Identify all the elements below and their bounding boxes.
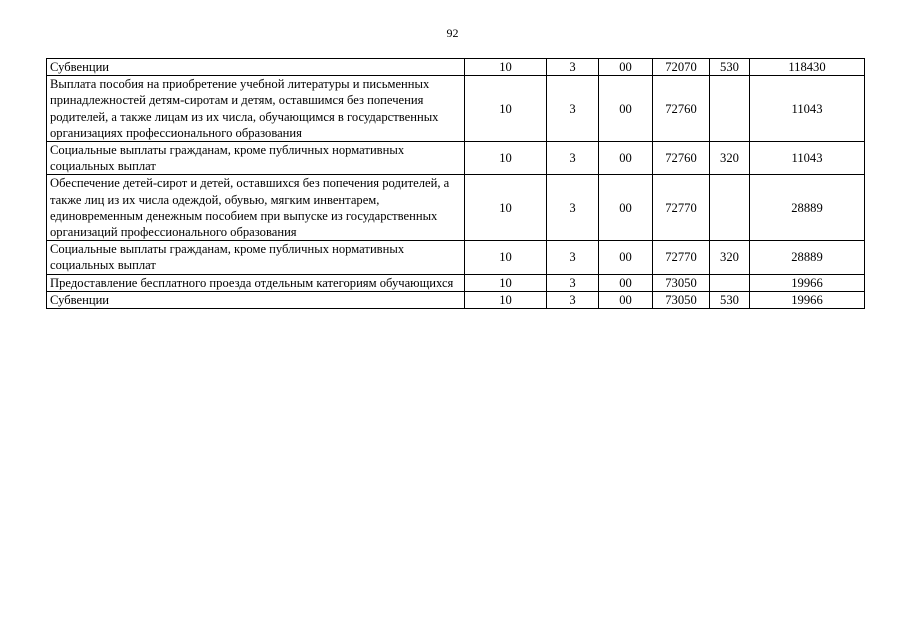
amount: 28889: [750, 175, 865, 241]
program-code: 00: [599, 59, 653, 76]
amount: 11043: [750, 76, 865, 142]
program-code: 00: [599, 175, 653, 241]
expense-type-code: [710, 76, 750, 142]
amount: 28889: [750, 241, 865, 274]
table-row: [47, 291, 865, 308]
section-code: 10: [465, 241, 547, 274]
subsection-code: 3: [547, 59, 599, 76]
subsection-code: 3: [547, 142, 599, 175]
direction-code: 72070: [653, 59, 710, 76]
expense-type-code: 530: [710, 59, 750, 76]
amount: 118430: [750, 59, 865, 76]
table-row: [47, 76, 865, 142]
expense-name: Предоставление бесплатного проезда отдельным категориям обучающихся: [47, 274, 465, 291]
expense-type-code: 320: [710, 142, 750, 175]
table-row: [47, 274, 865, 291]
section-code: 10: [465, 76, 547, 142]
expense-type-code: [710, 175, 750, 241]
amount: 19966: [750, 291, 865, 308]
amount: 19966: [750, 274, 865, 291]
expense-type-code: 530: [710, 291, 750, 308]
direction-code: 72760: [653, 142, 710, 175]
amount: 11043: [750, 142, 865, 175]
section-code: 10: [465, 59, 547, 76]
table-row: [47, 175, 865, 241]
table-row: [47, 241, 865, 274]
page-number: 92: [446, 26, 459, 40]
section-code: 10: [465, 274, 547, 291]
direction-code: 72770: [653, 175, 710, 241]
table-row: [47, 142, 865, 175]
section-code: 10: [465, 142, 547, 175]
subsection-code: 3: [547, 241, 599, 274]
subsection-code: 3: [547, 274, 599, 291]
direction-code: 73050: [653, 274, 710, 291]
direction-code: 72760: [653, 76, 710, 142]
expense-name: Обеспечение детей-сирот и детей, оставшихся без попечения родителей, а также лиц из их числа одеждой, обувью, мягким инвентарем, единовременным денежным пособием при выпуске из государственных организаций профессионального образования: [47, 175, 465, 241]
subsection-code: 3: [547, 175, 599, 241]
expense-name: Социальные выплаты гражданам, кроме публичных нормативных социальных выплат: [47, 241, 465, 274]
program-code: 00: [599, 142, 653, 175]
program-code: 00: [599, 76, 653, 142]
expense-name: Социальные выплаты гражданам, кроме публичных нормативных социальных выплат: [47, 142, 465, 175]
subsection-code: 3: [547, 291, 599, 308]
direction-code: 72770: [653, 241, 710, 274]
direction-code: 73050: [653, 291, 710, 308]
section-code: 10: [465, 175, 547, 241]
expense-type-code: [710, 274, 750, 291]
program-code: 00: [599, 274, 653, 291]
program-code: 00: [599, 291, 653, 308]
expense-name: Выплата пособия на приобретение учебной литературы и письменных принадлежностей детям-сиротам и детям, оставшимся без попечения родителей, а также лицам из их числа, обучающимся в государственных организациях профессионального образования: [47, 76, 465, 142]
program-code: 00: [599, 241, 653, 274]
budget-table: [46, 58, 865, 309]
expense-name: Субвенции: [47, 291, 465, 308]
table-row: [47, 59, 865, 76]
section-code: 10: [465, 291, 547, 308]
subsection-code: 3: [547, 76, 599, 142]
expense-type-code: 320: [710, 241, 750, 274]
expense-name: Субвенции: [47, 59, 465, 76]
